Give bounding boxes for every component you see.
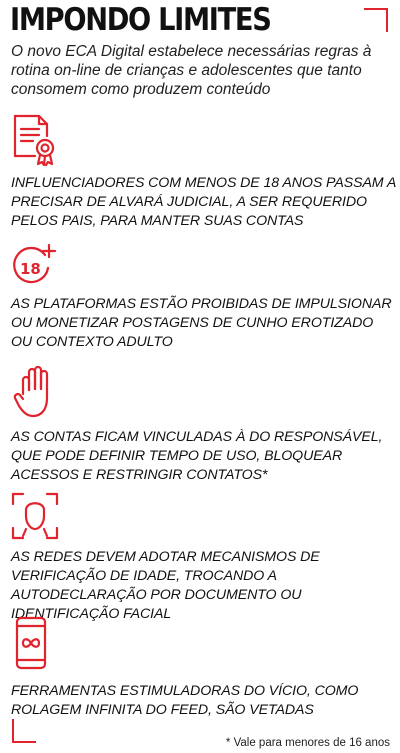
- certificate-icon: [11, 112, 61, 166]
- age-badge-text: 18: [20, 260, 41, 278]
- item-text: AS PLATAFORMAS ESTÃO PROIBIDAS DE IMPULSIONAR OU MONETIZAR POSTAGENS DE CUNHO EROTIZADO OU CONTEXTO ADULTO: [11, 296, 392, 350]
- page-title: IMPONDO LIMITES: [10, 2, 271, 38]
- phone-infinity-icon: [11, 616, 61, 672]
- item-text: INFLUENCIADORES COM MENOS DE 18 ANOS PASSAM A PRECISAR DE ALVARÁ JUDICIAL, A SER REQUERIDO PELOS PAIS, PARA MANTER SUAS CONTAS: [11, 175, 396, 229]
- item-text: FERRAMENTAS ESTIMULADORAS DO VÍCIO, COMO ROLAGEM INFINITA DO FEED, SÃO VETADAS: [11, 683, 359, 718]
- footnote: * Vale para menores de 16 anos: [225, 737, 390, 749]
- age-18-plus-icon: [11, 243, 61, 287]
- face-recognition-icon: [11, 492, 61, 542]
- corner-mark-top-right: [364, 8, 388, 32]
- hand-stop-icon: [11, 364, 61, 420]
- page-subtitle: O novo ECA Digital estabelece necessárias regras à rotina on-line de crianças e adolescentes que tanto consomem como produzem conteúdo: [11, 43, 372, 98]
- corner-mark-bottom-left: [12, 719, 36, 743]
- item-text: AS REDES DEVEM ADOTAR MECANISMOS DE VERIFICAÇÃO DE IDADE, TROCANDO A AUTODECLARAÇÃO POR DOCUMENTO OU IDENTIFICAÇÃO FACIAL: [11, 549, 320, 622]
- item-text: AS CONTAS FICAM VINCULADAS À DO RESPONSÁVEL, QUE PODE DEFINIR TEMPO DE USO, BLOQUEAR ACESSOS E RESTRINGIR CONTATOS*: [11, 429, 383, 483]
